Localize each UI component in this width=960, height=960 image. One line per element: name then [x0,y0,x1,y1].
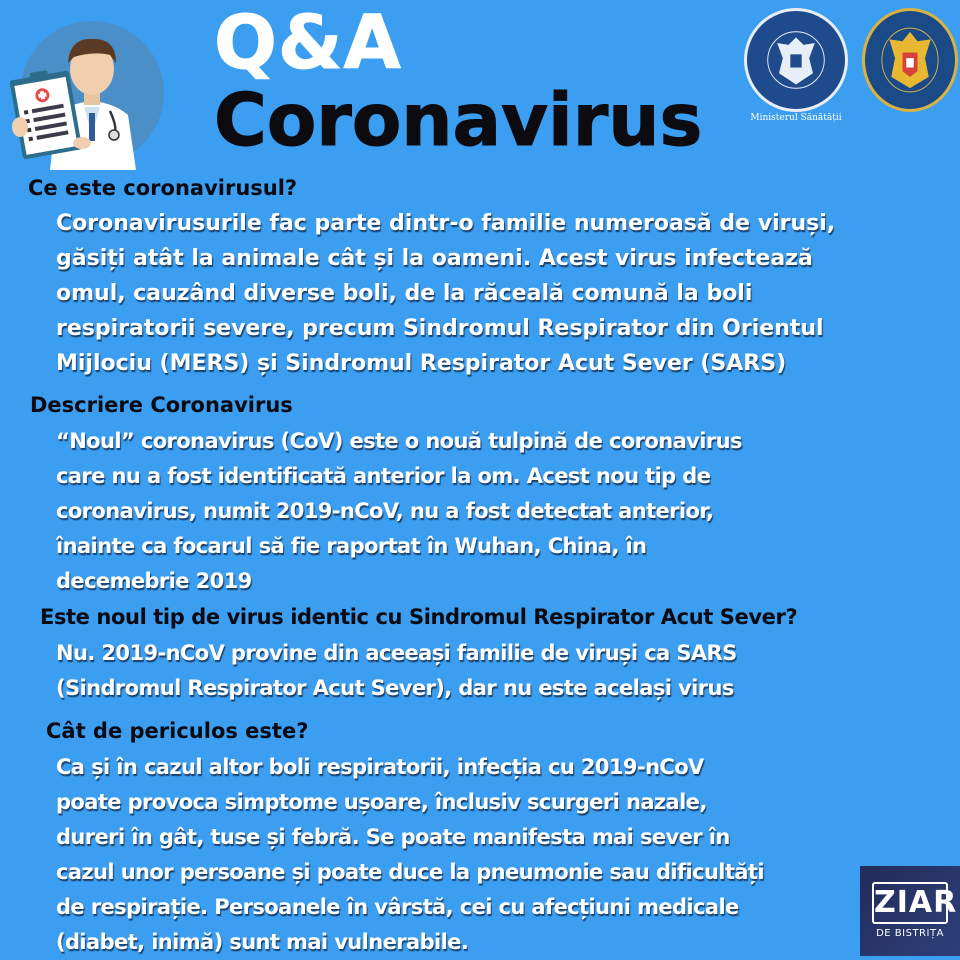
watermark-title: ZIAR [874,885,958,920]
answer-description [56,424,742,599]
answer-line: Nu. 2019-nCoV provine din aceeași familie de viruși ca SARS [56,641,737,665]
answer-what-is [56,206,835,381]
watermark-subtitle: DE BISTRIȚA [876,928,944,939]
answer-line: coronavirus, numit 2019-nCoV, nu a fost detectat anterior, [56,499,714,523]
answer-line: decemebrie 2019 [56,569,252,593]
answer-line: înainte ca focarul să fie raportat în Wuhan, China, în [56,534,647,558]
ziar-de-bistrita-watermark [860,866,960,956]
answer-identical-sars [56,636,737,706]
answer-how-dangerous [56,750,764,960]
dsu-seal-icon [862,8,958,112]
answer-line: cazul unor persoane și poate duce la pneumonie sau dificultăți [56,860,764,884]
answer-line: găsiți atât la animale cât și la oameni. Acest virus infectează [56,246,813,271]
answer-line: Ca și în cazul altor boli respiratorii, infecția cu 2019-nCoV [56,755,704,779]
answer-line: Mijlociu (MERS) și Sindromul Respirator Acut Sever (SARS) [56,351,787,376]
question-how-dangerous: Cât de periculos este? [46,719,309,743]
title-qa: Q&A [214,0,402,86]
answer-line: poate provoca simptome ușoare, înclusiv scurgeri nazale, [56,790,707,814]
answer-line: respiratorii severe, precum Sindromul Respirator din Orientul [56,316,824,341]
answer-line: “Noul” coronavirus (CoV) este o nouă tulpină de coronavirus [56,429,742,453]
title-coronavirus: Coronavirus [214,78,703,162]
answer-line: (Sindromul Respirator Acut Sever), dar nu este același virus [56,676,734,700]
question-what-is: Ce este coronavirusul? [28,176,298,200]
answer-line: de respirație. Persoanele în vârstă, cei cu afecțiuni medicale [56,895,739,919]
government-seal-icon [744,8,848,112]
answer-line: care nu a fost identificată anterior la om. Acest nou tip de [56,464,711,488]
answer-line: (diabet, inimă) sunt mai vulnerabile. [56,930,469,954]
answer-line: Coronavirusurile fac parte dintr-o familie numeroasă de viruși, [56,211,836,236]
answer-line: dureri în gât, tuse și febră. Se poate manifesta mai sever în [56,825,730,849]
watermark-frame [872,882,958,924]
doctor-illustration-icon [10,15,165,170]
question-identical-sars: Este noul tip de virus identic cu Sindromul Respirator Acut Sever? [40,605,798,629]
answer-line: omul, cauzând diverse boli, de la răceală comună la boli [56,281,753,306]
ministry-caption: Ministerul Sănătății [750,113,842,123]
question-description: Descriere Coronavirus [30,393,293,417]
